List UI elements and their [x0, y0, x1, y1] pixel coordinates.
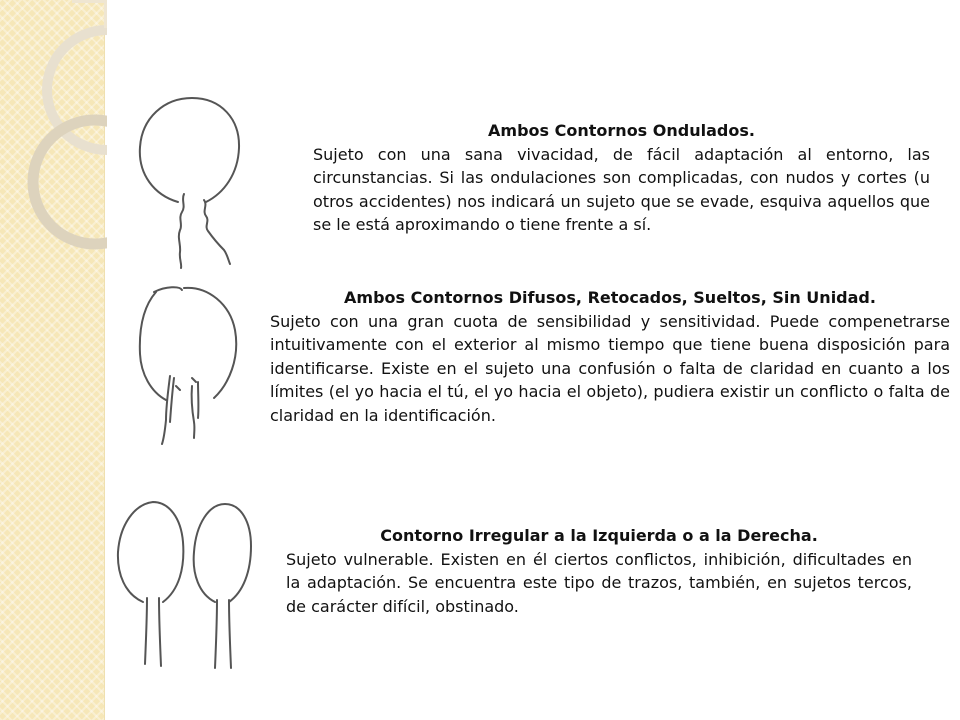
section-body: Sujeto con una gran cuota de sensibilidad y sensitividad. Puede compenetrarse intuitivamente con el exterior al mismo tiempo que tiene buena disposición para identificarse. Existe en el sujeto una confusión o falta de claridad en cuanto a los límites (el yo hacia el tú, el yo hacia el objeto), pudiera existir un conflicto o falta de claridad en la identificación. [270, 311, 950, 425]
section-wavy-contours [313, 119, 930, 237]
tree-drawing-irregular-contours [113, 494, 263, 674]
section-body: Sujeto vulnerable. Existen en él ciertos conflictos, inhibición, dificultades en la adaptación. Se encuentra este tipo de trazos, también, en sujetos tercos, de carácter difícil, obstinado. [286, 549, 912, 616]
section-irregular-contour [286, 524, 912, 618]
section-title: Contorno Irregular a la Izquierda o a la Derecha. [380, 526, 818, 545]
tree-drawing-diffuse-contours [136, 282, 242, 452]
section-title: Ambos Contornos Difusos, Retocados, Sueltos, Sin Unidad. [344, 288, 876, 307]
section-body: Sujeto con una sana vivacidad, de fácil adaptación al entorno, las circunstancias. Si las ondulaciones son complicadas, con nudos y cortes (u otros accidentes) nos indicará un sujeto que se evade, esquiva aquellos que se le está aproximando o tiene frente a sí. [313, 144, 930, 234]
decorative-rings [0, 0, 107, 300]
section-diffuse-contours [270, 286, 950, 427]
section-title: Ambos Contornos Ondulados. [488, 121, 755, 140]
tree-drawing-wavy-contours [134, 92, 246, 270]
